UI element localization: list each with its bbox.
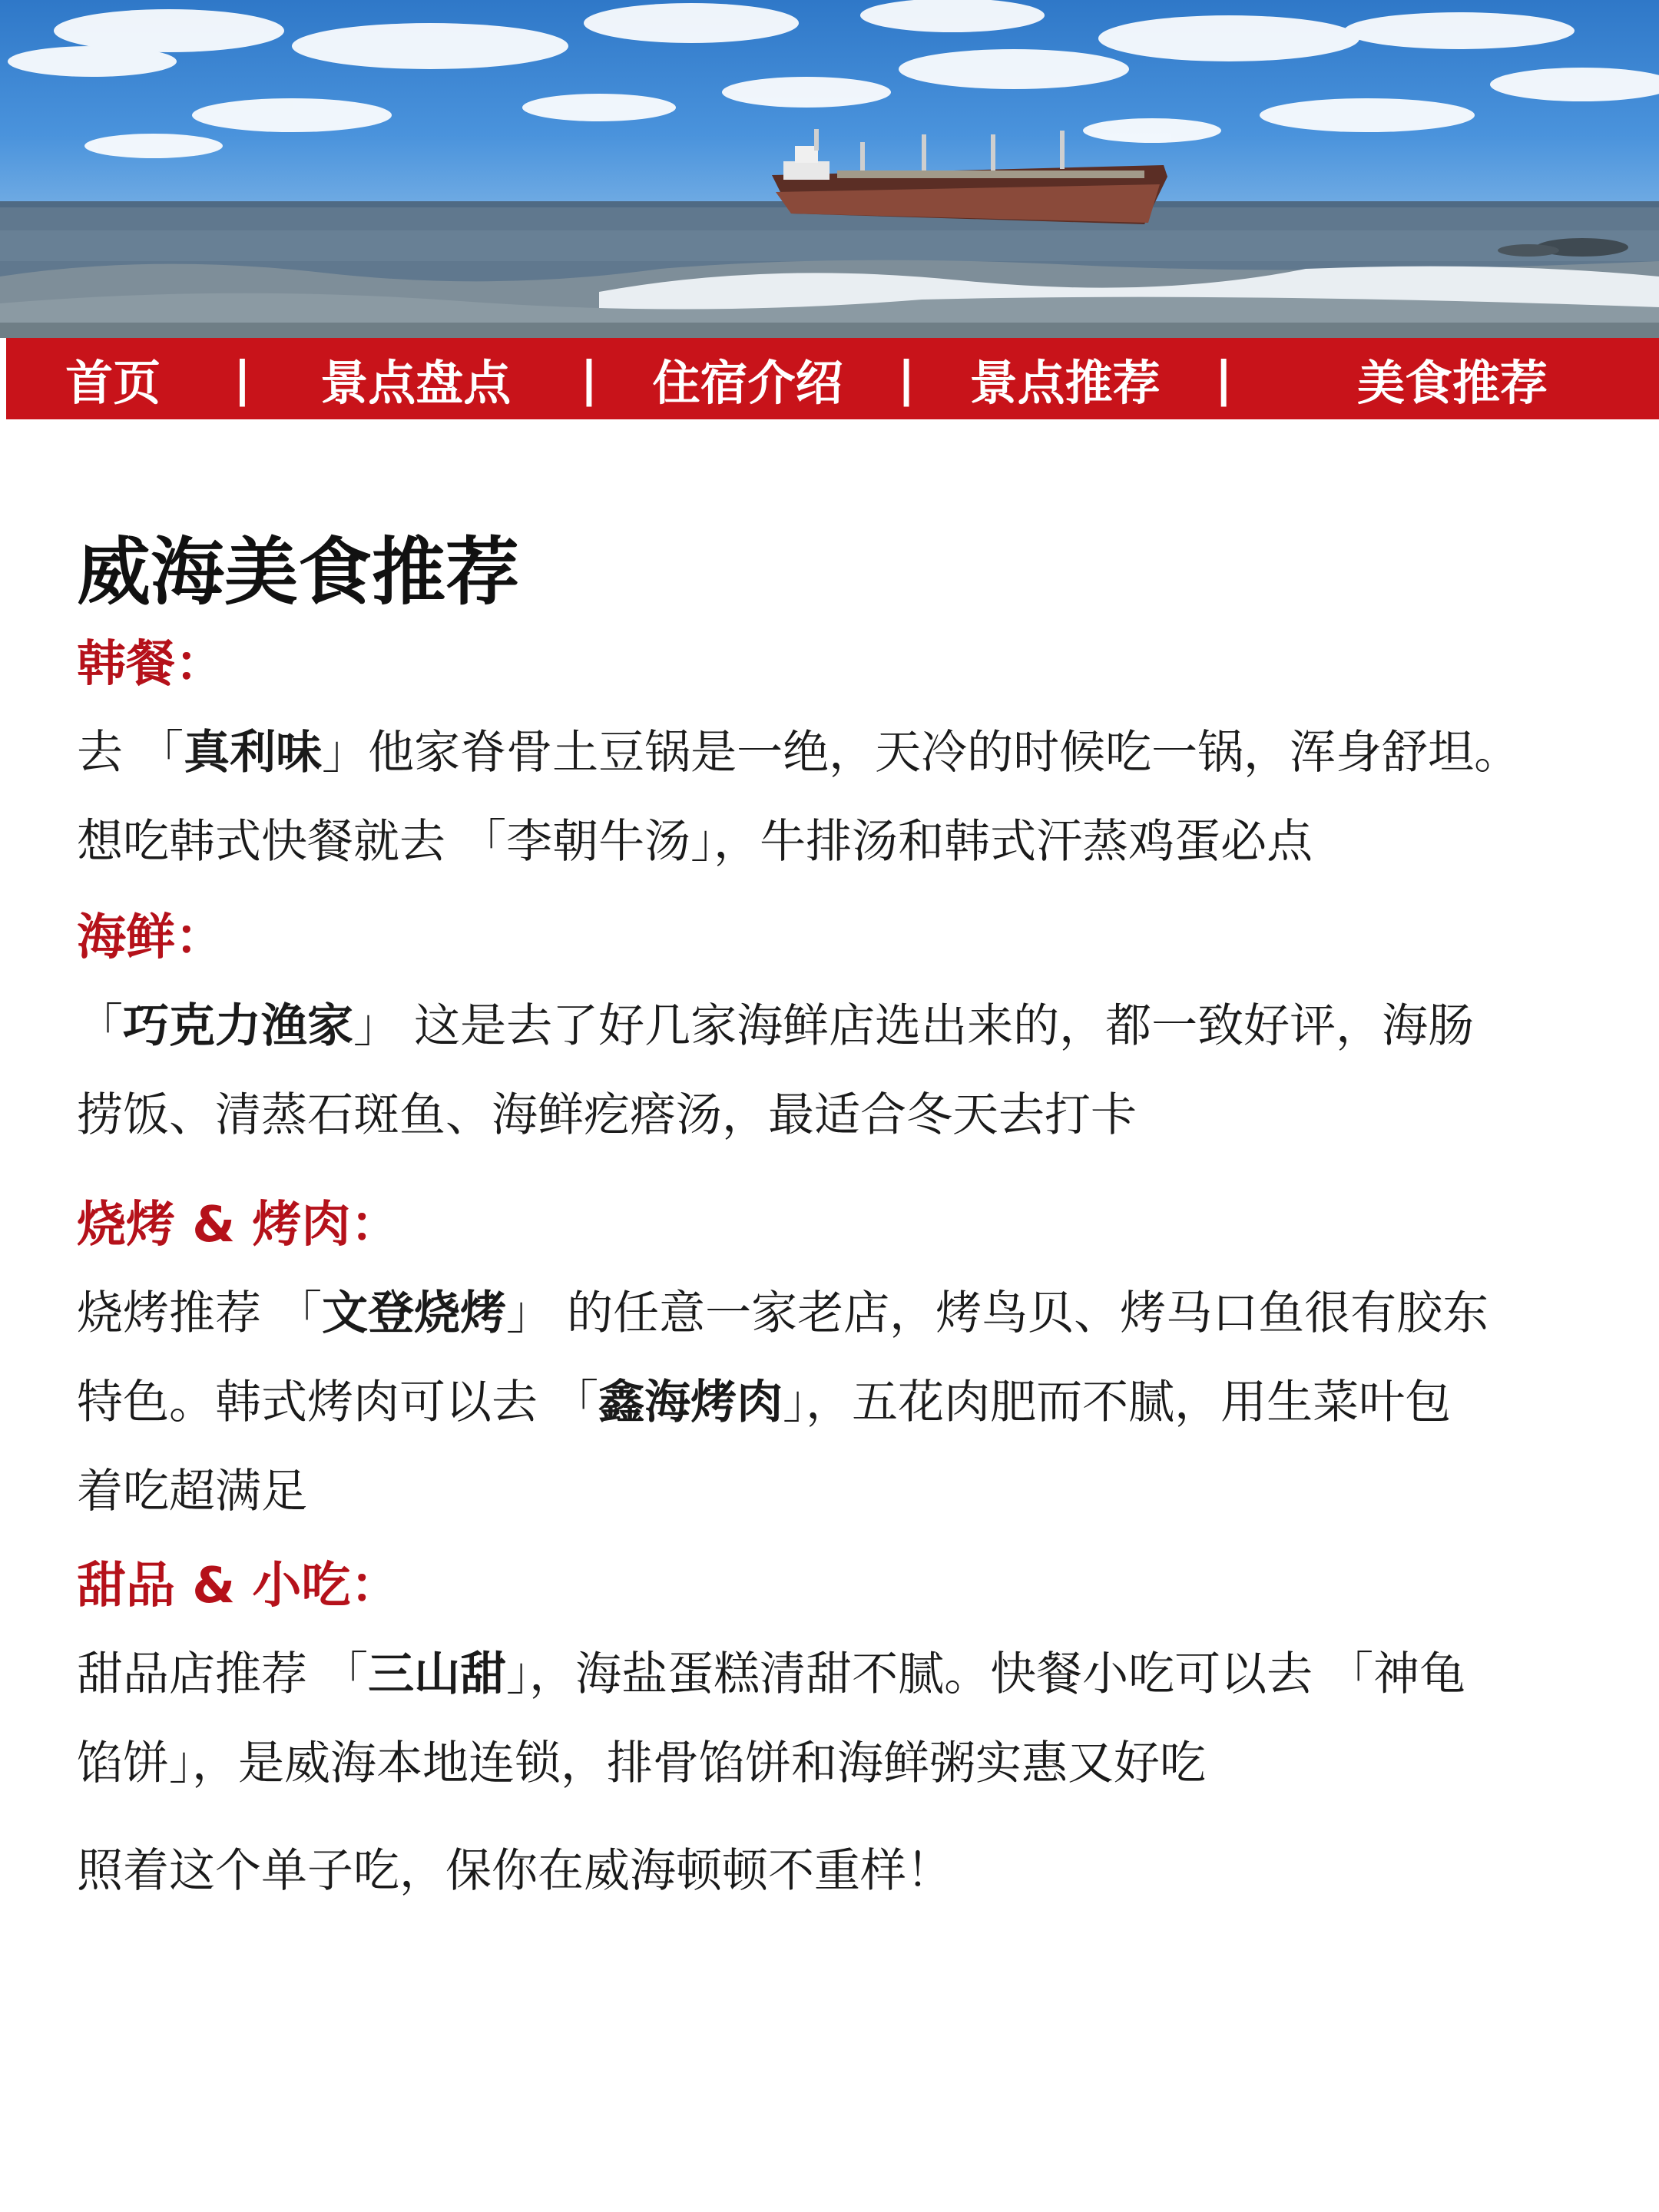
nav-separator: | [233, 350, 251, 407]
nav-item-food-recommend[interactable]: 美食推荐 [1356, 354, 1548, 411]
sea-ship-photo-icon [0, 0, 1659, 338]
nav-bar [6, 338, 1659, 419]
section-desserts [77, 1551, 1605, 1808]
nav-item-attraction-recommend[interactable]: 景点推荐 [969, 354, 1161, 411]
shop-name: 鑫海烤肉 [598, 1376, 783, 1429]
header-photo [0, 0, 1659, 338]
paragraph-line: 去 「真利味」他家脊骨土豆锅是一绝，天冷的时候吃一锅，浑身舒坦。 [77, 726, 1521, 780]
shop-name: 巧克力渔家 [123, 999, 353, 1053]
section-title: 甜品 & 小吃： [77, 1558, 400, 1614]
shop-name: 文登烧烤 [322, 1286, 507, 1340]
nav-separator: | [1214, 350, 1233, 407]
paragraph-line: 想吃韩式快餐就去 「李朝牛汤」，牛排汤和韩式汗蒸鸡蛋必点 [77, 815, 1313, 869]
nav-separator: | [897, 350, 916, 407]
nav-item-attractions-list[interactable]: 景点盘点 [320, 354, 512, 411]
shop-name: 真利味 [184, 726, 323, 780]
nav-separator: | [580, 350, 598, 407]
section-title: 韩餐： [77, 636, 224, 693]
article-body [77, 522, 1605, 1916]
paragraph-line: 甜品店推荐 「三山甜」，海盐蛋糕清甜不腻。快餐小吃可以去 「神龟 [77, 1647, 1466, 1701]
nav-item-home[interactable]: 首页 [65, 354, 161, 411]
section-title: 烧烤 & 烤肉： [77, 1197, 400, 1253]
paragraph-line: 捞饭、清蒸石斑鱼、海鲜疙瘩汤，最适合冬天去打卡 [77, 1088, 1137, 1142]
paragraph-line: 着吃超满足 [77, 1465, 307, 1518]
paragraph-line: 「巧克力渔家」 这是去了好几家海鲜店选出来的，都一致好评，海肠 [77, 999, 1475, 1053]
shop-name: 三山甜 [368, 1647, 507, 1701]
paragraph-line: 馅饼」，是威海本地连锁，排骨馅饼和海鲜粥实惠又好吃 [77, 1737, 1206, 1790]
closing-line: 照着这个单子吃，保你在威海顿顿不重样！ [77, 1844, 952, 1898]
section-bbq [77, 1190, 1605, 1536]
page-title: 威海美食推荐 [77, 529, 519, 615]
section-title: 海鲜： [77, 909, 224, 966]
section-korean [77, 630, 1605, 886]
nav-item-lodging[interactable]: 住宿介绍 [652, 354, 843, 411]
ship-icon [772, 129, 1167, 224]
paragraph-line: 特色。韩式烤肉可以去 「鑫海烤肉」，五花肉肥而不腻，用生菜叶包 [77, 1376, 1452, 1429]
paragraph-line: 烧烤推荐 「文登烧烤」 的任意一家老店，烤鸟贝、烤马口鱼很有胶东 [77, 1286, 1489, 1340]
section-seafood [77, 903, 1605, 1160]
